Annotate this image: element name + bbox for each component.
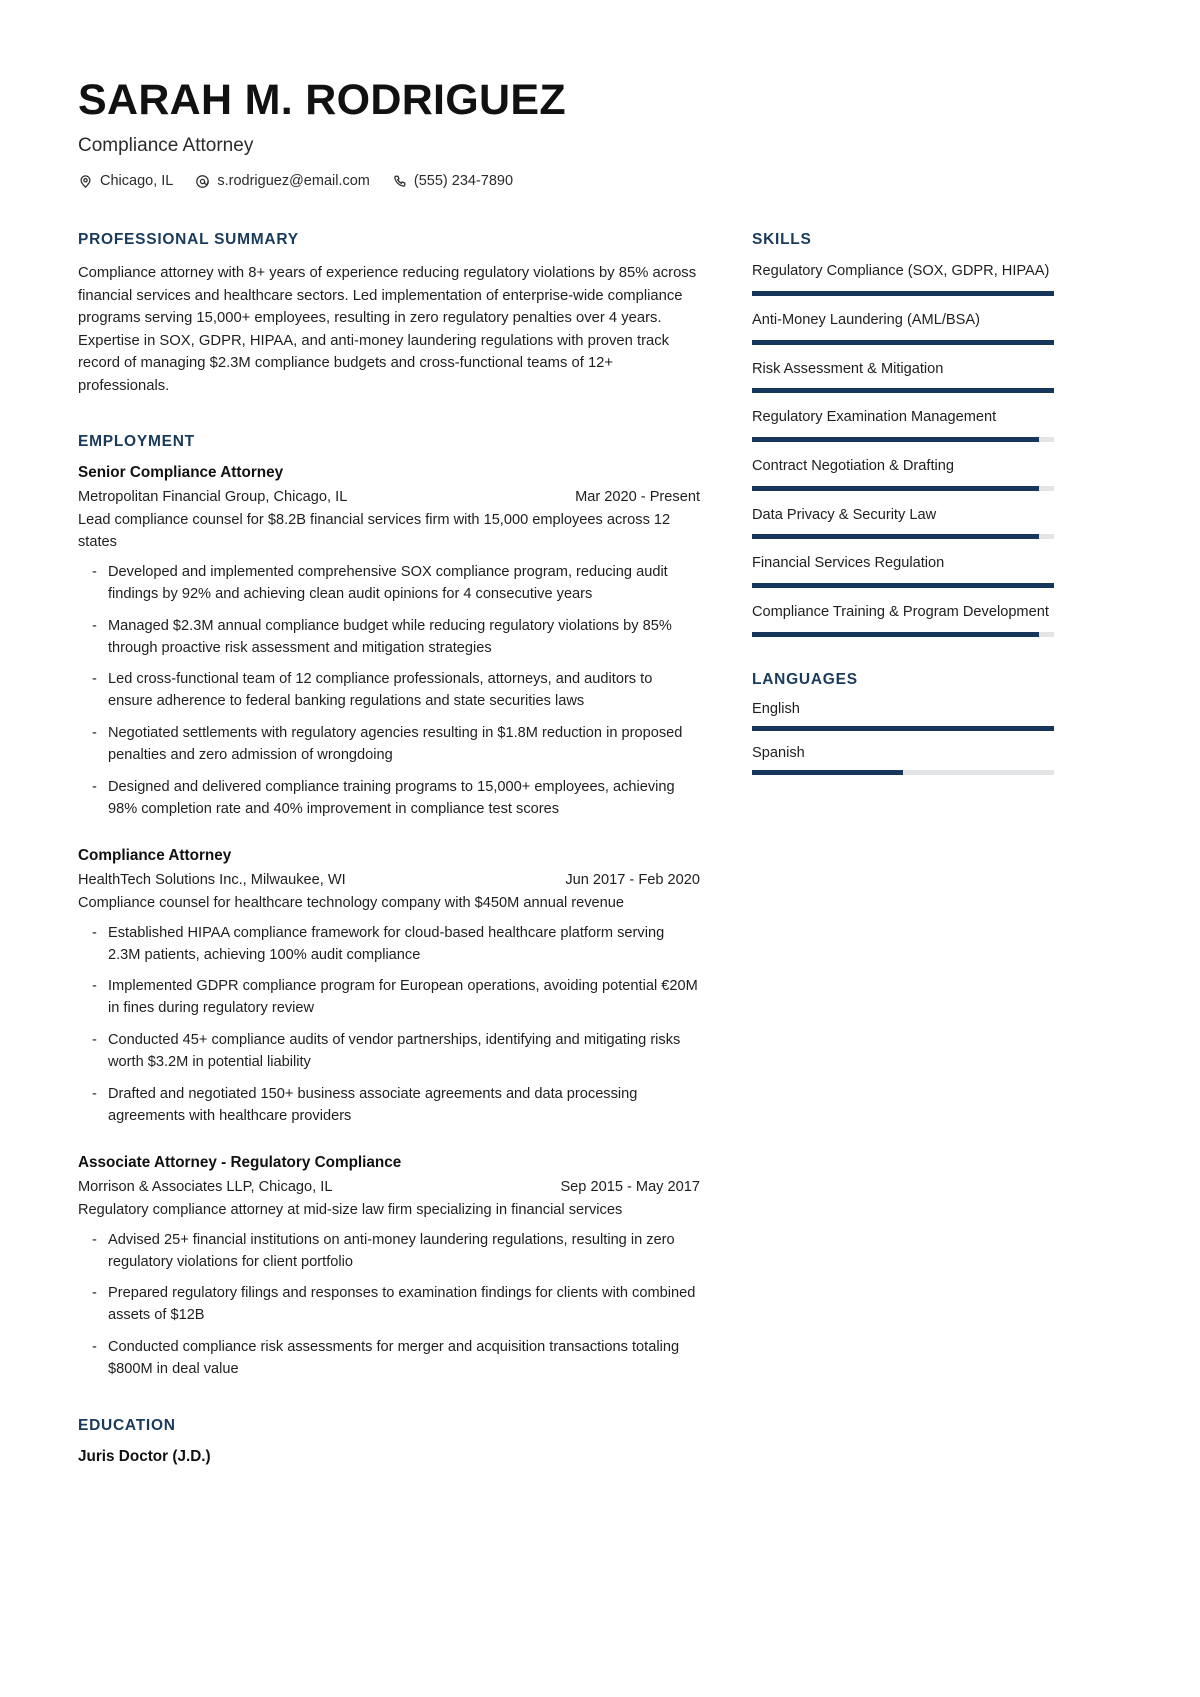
skill-level-bar [752,388,1054,393]
skill-level-bar [752,632,1054,637]
contact-location [78,173,173,189]
skill-label: Anti-Money Laundering (AML/BSA) [752,311,980,328]
skill-level-fill [752,437,1039,442]
section-professional-summary [78,231,700,397]
candidate-name: SARAH M. RODRIGUEZ [78,76,566,124]
job-bullet: - Established HIPAA compliance framework for cloud-based healthcare platform serving 2.3M patients, achieving 100% audit compliance [78,923,700,967]
section-education [78,1417,700,1466]
skill-level-fill [752,632,1039,637]
job-entry [78,464,700,821]
job-entry [78,1154,700,1381]
education-degree: Juris Doctor (J.D.) [78,1447,211,1465]
job-dates: Jun 2017 - Feb 2020 [565,871,700,888]
resume-header [78,78,1122,189]
skill-label: Financial Services Regulation [752,555,945,572]
education-heading: EDUCATION [78,1416,176,1434]
resume-body [78,231,1122,1466]
section-languages [752,671,1054,775]
job-title: Senior Compliance Attorney [78,464,284,482]
skill-label: Risk Assessment & Mitigation [752,360,944,377]
location-pin-icon [78,174,93,189]
job-meta [78,489,700,505]
job-bullet: - Negotiated settlements with regulatory agencies resulting in $1.8M reduction in proposed penalties and zero admission of wrongdoing [78,723,700,767]
job-title: Compliance Attorney [78,846,232,864]
summary-text: Compliance attorney with 8+ years of experience reducing regulatory violations by 85% across financial services and healthcare sectors. Led implementation of enterprise-wide compliance programs serving 15,000+ employees, resulting in zero regulatory penalties over 4 years. Expertise in SOX, GDPR, HIPAA, and anti-money laundering regulations with proven track record of managing $2.3M compliance budgets and cross-functional teams of 12+ professionals. [78,265,697,394]
job-bullet: - Advised 25+ financial institutions on anti-money laundering regulations, resulting in zero regulatory violations for client portfolio [78,1230,700,1274]
job-bullet-list [78,1230,700,1381]
job-description: Lead compliance counsel for $8.2B financial services firm with 15,000 employees across 12 states [78,512,671,550]
skill-item [752,456,1054,491]
job-company: Morrison & Associates LLP, Chicago, IL [78,1178,333,1195]
job-bullet: - Prepared regulatory filings and responses to examination findings for clients with combined assets of $12B [78,1283,700,1327]
skill-level-bar [752,291,1054,296]
skill-label: Contract Negotiation & Drafting [752,458,954,475]
job-title: Associate Attorney - Regulatory Compliance [78,1153,402,1171]
skill-level-fill [752,534,1039,539]
skill-item [752,602,1054,637]
summary-heading: PROFESSIONAL SUMMARY [78,231,299,249]
job-dates: Sep 2015 - May 2017 [560,1178,700,1195]
skill-level-bar [752,583,1054,588]
contact-email-text: s.rodriguez@email.com [217,173,370,190]
job-bullet-list [78,562,700,821]
job-bullet: - Developed and implemented comprehensive SOX compliance program, reducing audit findings by 92% and achieving clean audit opinions for 4 consecutive years [78,562,700,606]
employment-heading: EMPLOYMENT [78,433,195,451]
phone-icon [392,174,407,189]
languages-heading: LANGUAGES [752,670,858,688]
skill-label: Data Privacy & Security Law [752,506,937,523]
skill-level-fill [752,583,1054,588]
job-bullet: - Managed $2.3M annual compliance budget while reducing regulatory violations by 85% through proactive risk assessment and mitigation strategies [78,616,700,660]
skill-item [752,407,1054,442]
language-level-bar [752,770,1054,775]
skill-level-bar [752,340,1054,345]
job-bullet: - Led cross-functional team of 12 compliance professionals, attorneys, and auditors to ensure adherence to federal banking regulations and state securities laws [78,669,700,713]
section-employment [78,433,700,1381]
email-at-icon [195,174,210,189]
job-meta [78,872,700,888]
section-skills [752,231,1054,637]
skills-heading: SKILLS [752,231,812,249]
job-bullet: - Designed and delivered compliance training programs to 15,000+ employees, achieving 98% completion rate and 40% improvement in compliance test scores [78,777,700,821]
contact-phone-text: (555) 234-7890 [413,173,514,190]
skill-label: Regulatory Compliance (SOX, GDPR, HIPAA) [752,263,1050,280]
contact-phone[interactable] [392,173,513,189]
skill-level-bar [752,534,1054,539]
skill-level-fill [752,340,1054,345]
job-bullet: - Drafted and negotiated 150+ business associate agreements and data processing agreements with healthcare providers [78,1084,700,1128]
language-label: Spanish [752,744,805,761]
skill-label: Regulatory Examination Management [752,409,997,426]
skill-item [752,505,1054,540]
language-label: English [752,700,800,717]
job-dates: Mar 2020 - Present [575,489,700,506]
job-entry [78,847,700,1128]
job-bullet: - Conducted 45+ compliance audits of vendor partnerships, identifying and mitigating risks worth $3.2M in potential liability [78,1030,700,1074]
skill-level-fill [752,486,1039,491]
skill-level-fill [752,291,1054,296]
contact-location-text: Chicago, IL [100,173,174,190]
language-level-fill [752,770,903,775]
skill-item [752,553,1054,588]
language-item [752,745,1054,775]
language-level-bar [752,726,1054,731]
language-item [752,701,1054,731]
job-bullet: - Conducted compliance risk assessments for merger and acquisition transactions totaling $800M in deal value [78,1337,700,1381]
main-column [78,231,700,1466]
skill-level-bar [752,437,1054,442]
job-bullet: - Implemented GDPR compliance program for European operations, avoiding potential €20M in fines during regulatory review [78,976,700,1020]
sidebar-column [752,231,1054,789]
job-company: HealthTech Solutions Inc., Milwaukee, WI [78,871,346,888]
skill-item [752,359,1054,394]
job-company: Metropolitan Financial Group, Chicago, IL [78,489,348,506]
skill-item [752,261,1054,296]
language-level-fill [752,726,1054,731]
job-description: Compliance counsel for healthcare technology company with $450M annual revenue [78,894,624,911]
job-description: Regulatory compliance attorney at mid-size law firm specializing in financial services [78,1201,623,1218]
skill-level-bar [752,486,1054,491]
candidate-headline: Compliance Attorney [78,135,254,157]
contact-row [78,173,1122,189]
contact-email[interactable] [195,173,370,189]
job-bullet-list [78,923,700,1128]
skill-level-fill [752,388,1054,393]
skill-item [752,310,1054,345]
skill-label: Compliance Training & Program Development [752,604,1049,621]
job-meta [78,1179,700,1195]
